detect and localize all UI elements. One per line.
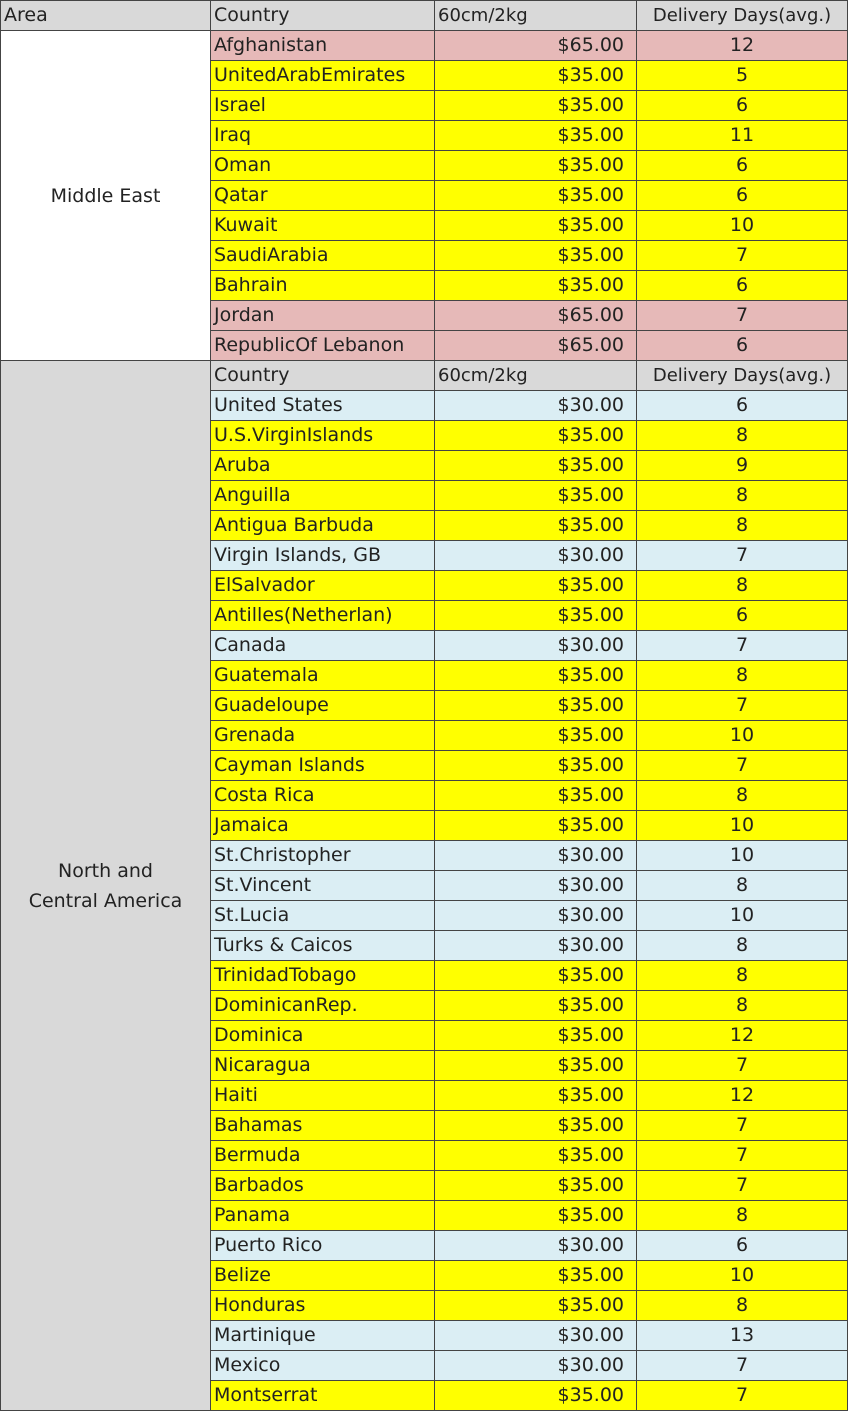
delivery-days-cell: 8: [637, 661, 848, 691]
price-cell: $35.00: [435, 271, 637, 301]
price-cell: $35.00: [435, 91, 637, 121]
country-cell: Canada: [211, 631, 435, 661]
country-cell: Cayman Islands: [211, 751, 435, 781]
country-cell: Israel: [211, 91, 435, 121]
delivery-days-cell: 6: [637, 1231, 848, 1261]
delivery-days-cell: 6: [637, 91, 848, 121]
country-cell: Mexico: [211, 1351, 435, 1381]
table-header-row: [1, 1, 848, 31]
delivery-days-cell: 7: [637, 1351, 848, 1381]
country-cell: Haiti: [211, 1081, 435, 1111]
delivery-days-cell: 7: [637, 1141, 848, 1171]
country-cell: Turks & Caicos: [211, 931, 435, 961]
delivery-days-cell: 8: [637, 421, 848, 451]
delivery-days-cell: 8: [637, 961, 848, 991]
country-cell: Guatemala: [211, 661, 435, 691]
price-cell: $35.00: [435, 751, 637, 781]
price-cell: $35.00: [435, 961, 637, 991]
area-label-line: Central America: [28, 889, 183, 912]
price-cell: $35.00: [435, 151, 637, 181]
country-cell: Bahamas: [211, 1111, 435, 1141]
price-cell: $65.00: [435, 301, 637, 331]
price-cell: $35.00: [435, 601, 637, 631]
delivery-days-cell: 6: [637, 391, 848, 421]
delivery-days-cell: 10: [637, 721, 848, 751]
country-cell: Montserrat: [211, 1381, 435, 1411]
delivery-days-cell: 10: [637, 211, 848, 241]
country-cell: Oman: [211, 151, 435, 181]
country-cell: Antilles(Netherlan): [211, 601, 435, 631]
country-cell: Grenada: [211, 721, 435, 751]
delivery-days-cell: 13: [637, 1321, 848, 1351]
delivery-days-cell: 5: [637, 61, 848, 91]
delivery-days-cell: 8: [637, 1201, 848, 1231]
price-cell: $35.00: [435, 1021, 637, 1051]
country-cell: Honduras: [211, 1291, 435, 1321]
header-delivery-days: Delivery Days(avg.): [637, 1, 848, 31]
price-cell: $35.00: [435, 1111, 637, 1141]
price-cell: $35.00: [435, 661, 637, 691]
delivery-days-cell: 7: [637, 751, 848, 781]
delivery-days-cell: 9: [637, 451, 848, 481]
country-cell: Jamaica: [211, 811, 435, 841]
country-cell: SaudiArabia: [211, 241, 435, 271]
price-cell: $30.00: [435, 1321, 637, 1351]
price-cell: $35.00: [435, 481, 637, 511]
price-cell: $35.00: [435, 1141, 637, 1171]
subheader-country: Country: [211, 361, 435, 391]
section-subheader-row: [1, 361, 848, 391]
country-cell: Kuwait: [211, 211, 435, 241]
price-cell: $35.00: [435, 511, 637, 541]
delivery-days-cell: 8: [637, 481, 848, 511]
country-cell: ElSalvador: [211, 571, 435, 601]
price-cell: $35.00: [435, 571, 637, 601]
area-label: [1, 31, 211, 361]
delivery-days-cell: 12: [637, 1081, 848, 1111]
delivery-days-cell: 7: [637, 1111, 848, 1141]
price-cell: $30.00: [435, 541, 637, 571]
country-cell: Afghanistan: [211, 31, 435, 61]
delivery-days-cell: 6: [637, 181, 848, 211]
delivery-days-cell: 10: [637, 901, 848, 931]
price-cell: $30.00: [435, 1231, 637, 1261]
price-cell: $35.00: [435, 241, 637, 271]
country-cell: Martinique: [211, 1321, 435, 1351]
country-cell: Iraq: [211, 121, 435, 151]
delivery-days-cell: 12: [637, 1021, 848, 1051]
price-cell: $35.00: [435, 691, 637, 721]
country-cell: UnitedArabEmirates: [211, 61, 435, 91]
price-cell: $65.00: [435, 31, 637, 61]
price-cell: $35.00: [435, 991, 637, 1021]
price-cell: $35.00: [435, 211, 637, 241]
price-cell: $35.00: [435, 811, 637, 841]
delivery-days-cell: 7: [637, 541, 848, 571]
delivery-days-cell: 8: [637, 571, 848, 601]
country-cell: St.Lucia: [211, 901, 435, 931]
delivery-days-cell: 10: [637, 811, 848, 841]
price-cell: $35.00: [435, 1051, 637, 1081]
country-cell: Anguilla: [211, 481, 435, 511]
header-area: Area: [1, 1, 211, 31]
price-cell: $30.00: [435, 391, 637, 421]
country-cell: Dominica: [211, 1021, 435, 1051]
table-body: [1, 31, 848, 1411]
country-cell: Panama: [211, 1201, 435, 1231]
country-cell: Qatar: [211, 181, 435, 211]
price-cell: $35.00: [435, 451, 637, 481]
header-price: 60cm/2kg: [435, 1, 637, 31]
delivery-days-cell: 8: [637, 931, 848, 961]
country-cell: Puerto Rico: [211, 1231, 435, 1261]
country-cell: Virgin Islands, GB: [211, 541, 435, 571]
delivery-days-cell: 7: [637, 1381, 848, 1411]
delivery-days-cell: 8: [637, 781, 848, 811]
delivery-days-cell: 7: [637, 1051, 848, 1081]
delivery-days-cell: 7: [637, 691, 848, 721]
delivery-days-cell: 7: [637, 241, 848, 271]
country-cell: Guadeloupe: [211, 691, 435, 721]
price-cell: $35.00: [435, 1081, 637, 1111]
delivery-days-cell: 10: [637, 1261, 848, 1291]
country-cell: RepublicOf Lebanon: [211, 331, 435, 361]
country-cell: Costa Rica: [211, 781, 435, 811]
price-cell: $35.00: [435, 1201, 637, 1231]
country-cell: U.S.VirginIslands: [211, 421, 435, 451]
price-cell: $35.00: [435, 721, 637, 751]
delivery-days-cell: 7: [637, 301, 848, 331]
price-cell: $30.00: [435, 1351, 637, 1381]
delivery-days-cell: 12: [637, 31, 848, 61]
country-cell: TrinidadTobago: [211, 961, 435, 991]
price-cell: $35.00: [435, 1381, 637, 1411]
price-cell: $30.00: [435, 871, 637, 901]
price-cell: $35.00: [435, 1171, 637, 1201]
delivery-days-cell: 11: [637, 121, 848, 151]
country-cell: Antigua Barbuda: [211, 511, 435, 541]
delivery-days-cell: 8: [637, 991, 848, 1021]
delivery-days-cell: 8: [637, 1291, 848, 1321]
country-cell: Bermuda: [211, 1141, 435, 1171]
price-cell: $35.00: [435, 1291, 637, 1321]
delivery-days-cell: 7: [637, 1171, 848, 1201]
subheader-delivery-days: Delivery Days(avg.): [637, 361, 848, 391]
subheader-price: 60cm/2kg: [435, 361, 637, 391]
price-cell: $35.00: [435, 781, 637, 811]
delivery-days-cell: 6: [637, 331, 848, 361]
price-cell: $65.00: [435, 331, 637, 361]
country-cell: Bahrain: [211, 271, 435, 301]
country-cell: St.Christopher: [211, 841, 435, 871]
price-cell: $35.00: [435, 421, 637, 451]
delivery-days-cell: 8: [637, 511, 848, 541]
country-cell: Jordan: [211, 301, 435, 331]
price-cell: $30.00: [435, 631, 637, 661]
country-cell: Barbados: [211, 1171, 435, 1201]
delivery-days-cell: 10: [637, 841, 848, 871]
area-label-line: North and: [58, 859, 153, 882]
price-cell: $35.00: [435, 1261, 637, 1291]
area-label-line: Middle East: [50, 184, 161, 207]
country-cell: United States: [211, 391, 435, 421]
price-cell: $35.00: [435, 181, 637, 211]
price-cell: $30.00: [435, 841, 637, 871]
price-cell: $35.00: [435, 121, 637, 151]
country-cell: Belize: [211, 1261, 435, 1291]
area-label: [1, 361, 211, 1411]
delivery-days-cell: 6: [637, 271, 848, 301]
header-country: Country: [211, 1, 435, 31]
delivery-days-cell: 6: [637, 601, 848, 631]
country-cell: Nicaragua: [211, 1051, 435, 1081]
price-cell: $30.00: [435, 931, 637, 961]
country-cell: DominicanRep.: [211, 991, 435, 1021]
delivery-days-cell: 7: [637, 631, 848, 661]
price-cell: $30.00: [435, 901, 637, 931]
country-cell: Aruba: [211, 451, 435, 481]
delivery-days-cell: 8: [637, 871, 848, 901]
price-cell: $35.00: [435, 61, 637, 91]
delivery-days-cell: 6: [637, 151, 848, 181]
table-row: [1, 31, 848, 61]
country-cell: St.Vincent: [211, 871, 435, 901]
